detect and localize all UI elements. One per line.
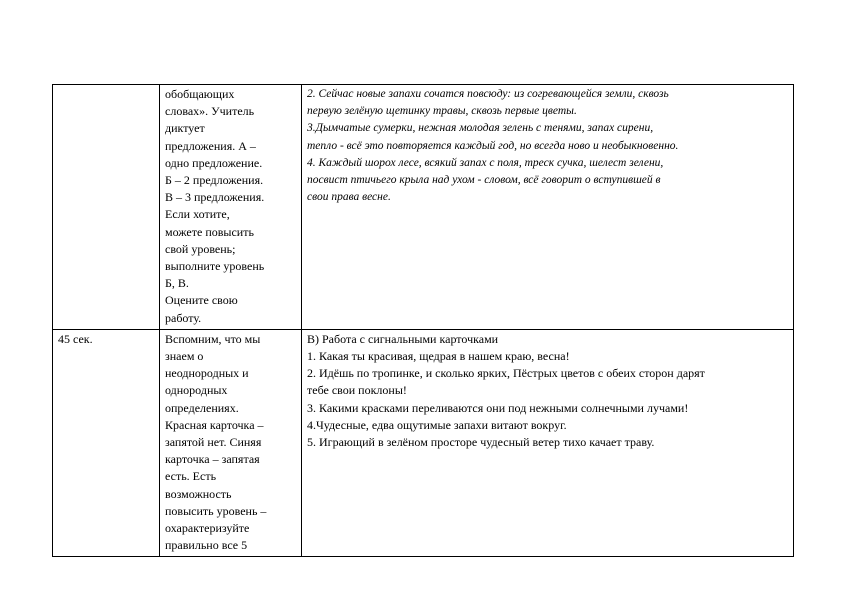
content-line: 2. Идёшь по тропинке, и сколько ярких, Пёстрых цветов с обеих сторон дарят	[307, 366, 705, 381]
activity-line: Оцените свою	[165, 293, 238, 308]
activity-line: правильно все 5	[165, 538, 248, 553]
content-line: тепло - всё это повторяется каждый год, но всегда ново и необыкновенно.	[307, 139, 679, 152]
activity-line: Если хотите,	[165, 207, 230, 222]
activity-line: выполните уровень	[165, 259, 265, 274]
activity-line: запятой нет. Синяя	[165, 435, 262, 450]
content-line: тебе свои поклоны!	[307, 383, 407, 398]
activity-line: неоднородных и	[165, 366, 249, 381]
activity-line: предложения. А –	[165, 138, 256, 153]
content-line: В) Работа с сигнальными карточками	[307, 331, 499, 346]
time-text: 45 сек.	[58, 331, 93, 346]
activity-line: повысить уровень –	[165, 503, 267, 518]
activity-line: есть. Есть	[165, 469, 217, 484]
content-cell	[302, 85, 794, 330]
activity-cell	[160, 329, 302, 557]
content-line: посвист птичьего крыла над ухом - словом, всё говорит о вступившей в	[307, 174, 661, 187]
activity-line: Вспомним, что мы	[165, 331, 261, 346]
activity-line: словах». Учитель	[165, 104, 255, 119]
time-cell	[53, 329, 160, 557]
content-line: первую зелёную щетинку травы, сквозь первые цветы.	[307, 105, 577, 118]
time-cell	[53, 85, 160, 330]
content-cell	[302, 329, 794, 557]
content-line: 4. Каждый шорох лесе, всякий запах с поля, треск сучка, шелест зелени,	[307, 156, 664, 169]
activity-cell	[160, 85, 302, 330]
content-line: 1. Какая ты красивая, щедрая в нашем краю, весна!	[307, 349, 570, 364]
activity-line: можете повысить	[165, 224, 254, 239]
content-line: 4.Чудесные, едва ощутимые запахи витают вокруг.	[307, 417, 567, 432]
activity-line: определениях.	[165, 400, 239, 415]
activity-line: Б, В.	[165, 276, 189, 291]
activity-line: Красная карточка –	[165, 417, 264, 432]
content-line: 5. Играющий в зелёном просторе чудесный ветер тихо качает траву.	[307, 435, 655, 450]
table-row	[53, 329, 794, 557]
table-row	[53, 85, 794, 330]
activity-line: охарактеризуйте	[165, 521, 250, 536]
activity-line: свой уровень;	[165, 241, 236, 256]
activity-line: карточка – запятая	[165, 452, 260, 467]
activity-line: знаем о	[165, 349, 204, 364]
content-line: 3. Какими красками переливаются они под нежными солнечными лучами!	[307, 400, 689, 415]
content-line: свои права весне.	[307, 191, 391, 204]
activity-line: возможность	[165, 486, 232, 501]
content-line: 3.Дымчатые сумерки, нежная молодая зелень с тенями, запах сирени,	[307, 122, 654, 135]
activity-line: обобщающих	[165, 87, 235, 101]
activity-line: одно предложение.	[165, 155, 263, 170]
lesson-table	[52, 84, 794, 557]
activity-line: работу.	[165, 310, 202, 325]
activity-line: В – 3 предложения.	[165, 190, 265, 205]
activity-line: однородных	[165, 383, 228, 398]
activity-line: Б – 2 предложения.	[165, 173, 264, 188]
content-line: 2. Сейчас новые запахи сочатся повсюду: из согревающейся земли, сквозь	[307, 88, 669, 100]
activity-line: диктует	[165, 121, 205, 136]
